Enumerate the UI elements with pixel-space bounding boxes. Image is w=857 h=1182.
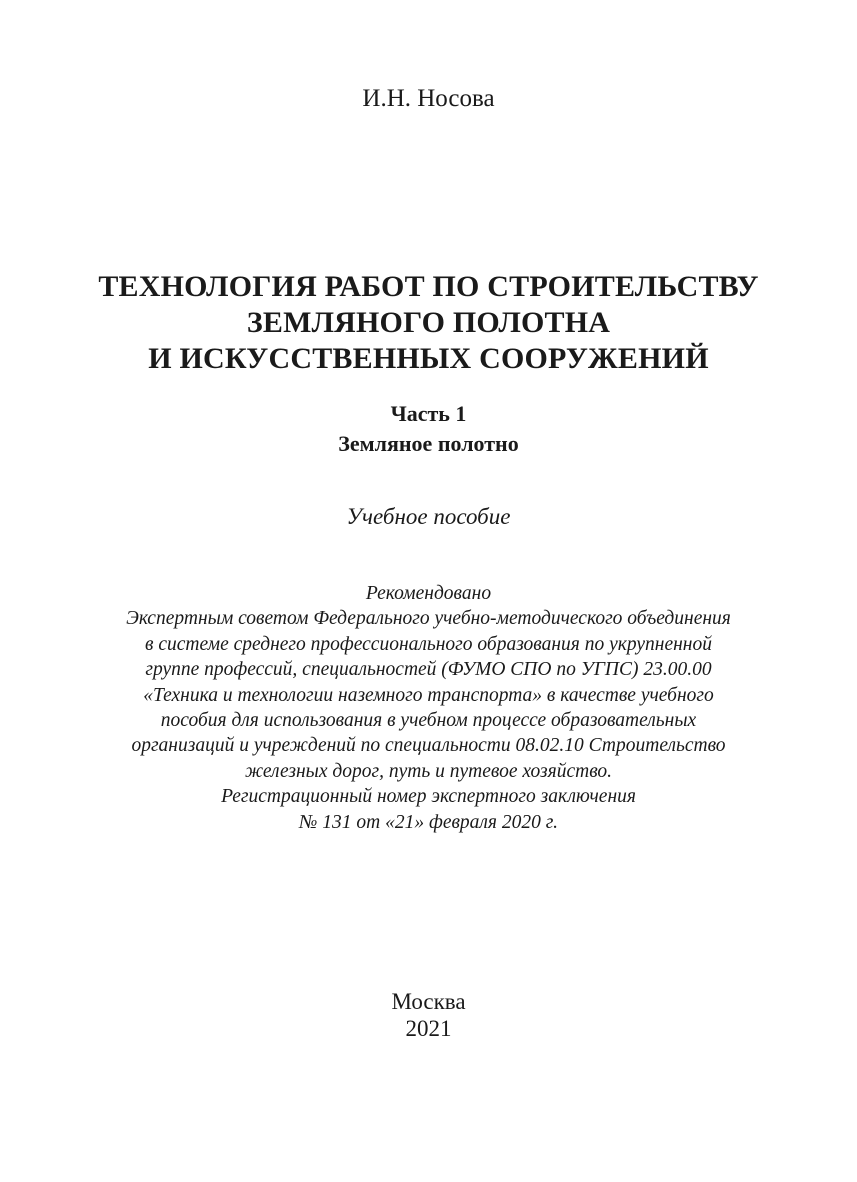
recommendation-line: организаций и учреждений по специальности 08.02.10 Строительство bbox=[131, 735, 726, 757]
recommendation-line: № 131 от «21» февраля 2020 г. bbox=[299, 811, 558, 833]
part-name: Земляное полотно bbox=[338, 431, 519, 456]
book-title bbox=[0, 269, 857, 377]
imprint bbox=[0, 988, 857, 1042]
recommendation-line: «Техника и технологии наземного транспорта» в качестве учебного bbox=[143, 684, 714, 706]
publication-type bbox=[0, 502, 857, 532]
imprint-year: 2021 bbox=[405, 1016, 452, 1041]
recommendation-block bbox=[0, 581, 857, 835]
author-name bbox=[0, 85, 857, 113]
recommendation-line: Регистрационный номер экспертного заключения bbox=[221, 786, 636, 808]
part-number: Часть 1 bbox=[390, 401, 467, 426]
title-line-1: ТЕХНОЛОГИЯ РАБОТ ПО СТРОИТЕЛЬСТВУ bbox=[98, 270, 759, 303]
recommendation-line: пособия для использования в учебном процессе образовательных bbox=[160, 710, 697, 732]
imprint-city: Москва bbox=[391, 989, 466, 1014]
recommendation-line: группе профессий, специальностей (ФУМО СПО по УГПС) 23.00.00 bbox=[145, 659, 712, 681]
recommendation-line: Рекомендовано bbox=[365, 583, 492, 604]
recommendation-line: железных дорог, путь и путевое хозяйство. bbox=[244, 760, 613, 782]
recommendation-line: в системе среднего профессионального образования по укрупненной bbox=[145, 633, 712, 655]
genre-text: Учебное пособие bbox=[346, 504, 511, 529]
recommendation-line: Экспертным советом Федерального учебно-методического объединения bbox=[126, 608, 731, 630]
author-text: И.Н. Носова bbox=[362, 85, 495, 112]
title-line-3: И ИСКУССТВЕННЫХ СООРУЖЕНИЙ bbox=[148, 342, 709, 375]
title-line-2: ЗЕМЛЯНОГО ПОЛОТНА bbox=[246, 306, 611, 339]
part-heading bbox=[0, 399, 857, 459]
